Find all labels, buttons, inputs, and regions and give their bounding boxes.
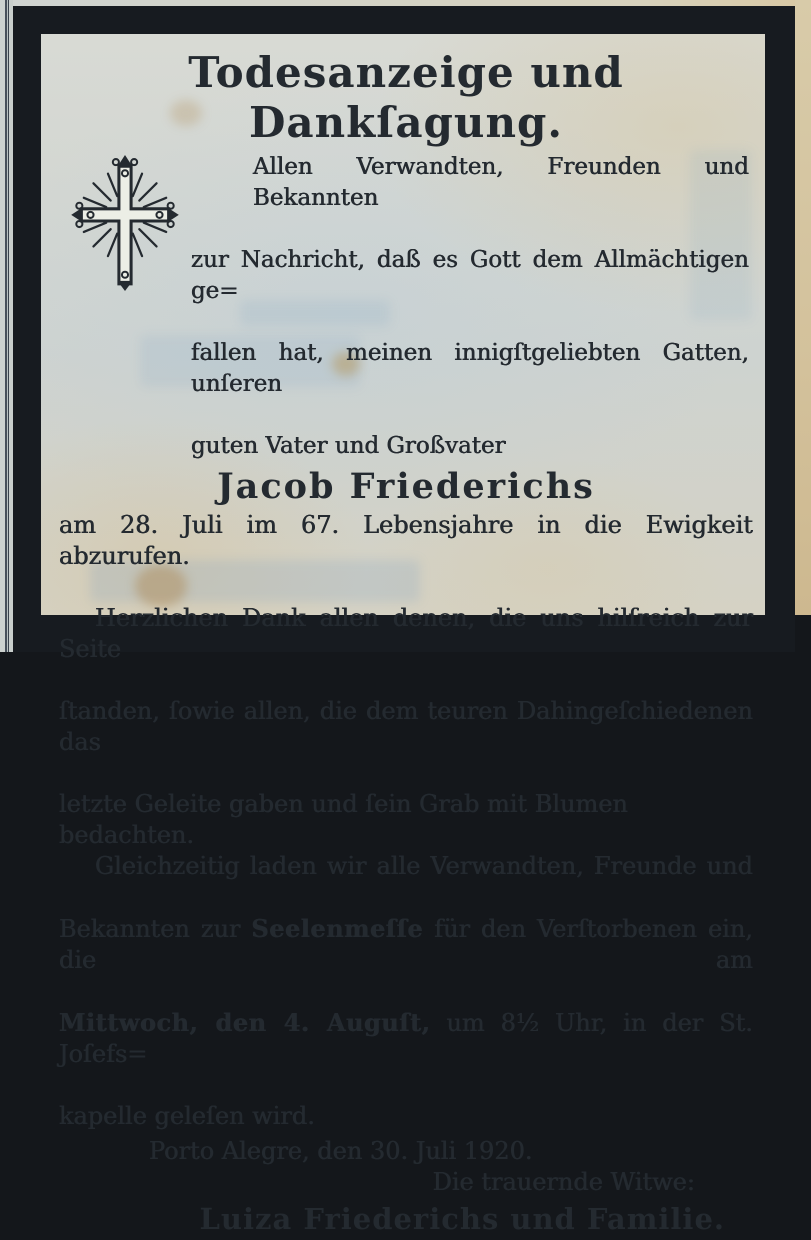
invitation-text: um 8½ Uhr, in der St. Joſefs= — [59, 1009, 753, 1068]
thanks-paragraph — [59, 603, 753, 851]
paper-margin-right — [795, 0, 811, 615]
intro-line: zur Nachricht, daß es Gott dem Allmächtigen ge= — [191, 247, 749, 304]
notice-title: Todesanzeige und Dankſagung. — [188, 48, 624, 147]
invitation-line: kapelle geleſen wird. — [59, 1102, 315, 1130]
intro-section — [59, 152, 753, 462]
widow-label: Die trauernde Witwe: — [432, 1168, 695, 1196]
notice-body — [59, 510, 753, 1198]
invitation-line — [59, 1007, 753, 1101]
invitation-text: Bekannten zur — [59, 915, 252, 943]
death-line: am 28. Juli im 67. Lebensjahre in die Ewigkeit abzurufen. — [59, 511, 753, 570]
mass-date-emphasis: Mittwoch, den 4. Auguſt, — [59, 1008, 431, 1037]
adjacent-column-rule — [0, 0, 13, 652]
thanks-line: ſtanden, ſowie allen, die dem teuren Dahingeſchiedenen das — [59, 697, 753, 756]
deceased-name: Jacob Friederichs — [217, 466, 595, 507]
mass-invitation-paragraph — [59, 851, 753, 1132]
notice-paper — [41, 34, 765, 1236]
signature-line: Luiza Friederichs und Familie. — [199, 1202, 725, 1236]
thanks-line: letzte Geleite gaben und ſein Grab mit Blumen bedachten. — [59, 790, 628, 849]
cross-icon — [69, 154, 181, 292]
intro-paragraph — [191, 152, 753, 462]
intro-line: Allen Verwandten, Freunden und Bekannten — [253, 154, 749, 211]
mass-name-emphasis: Seelenmeſſe — [251, 914, 424, 943]
intro-line: fallen hat, meinen innigſtgeliebten Gatten, unſeren — [191, 340, 749, 397]
death-notice-frame — [13, 6, 795, 1236]
invitation-text: für den Verſtorbenen ein, die am — [59, 915, 753, 974]
invitation-line: Gleichzeitig laden wir alle Verwandten, Freunde und — [95, 852, 753, 880]
dateline: Porto Alegre, den 30. Juli 1920. — [149, 1137, 533, 1165]
invitation-line — [59, 913, 753, 1007]
intro-line: guten Vater und Großvater — [191, 433, 506, 459]
thanks-line: Herzlichen Dank allen denen, die uns hilſreich zur Seite — [59, 604, 753, 663]
cross-ornament — [59, 152, 191, 462]
